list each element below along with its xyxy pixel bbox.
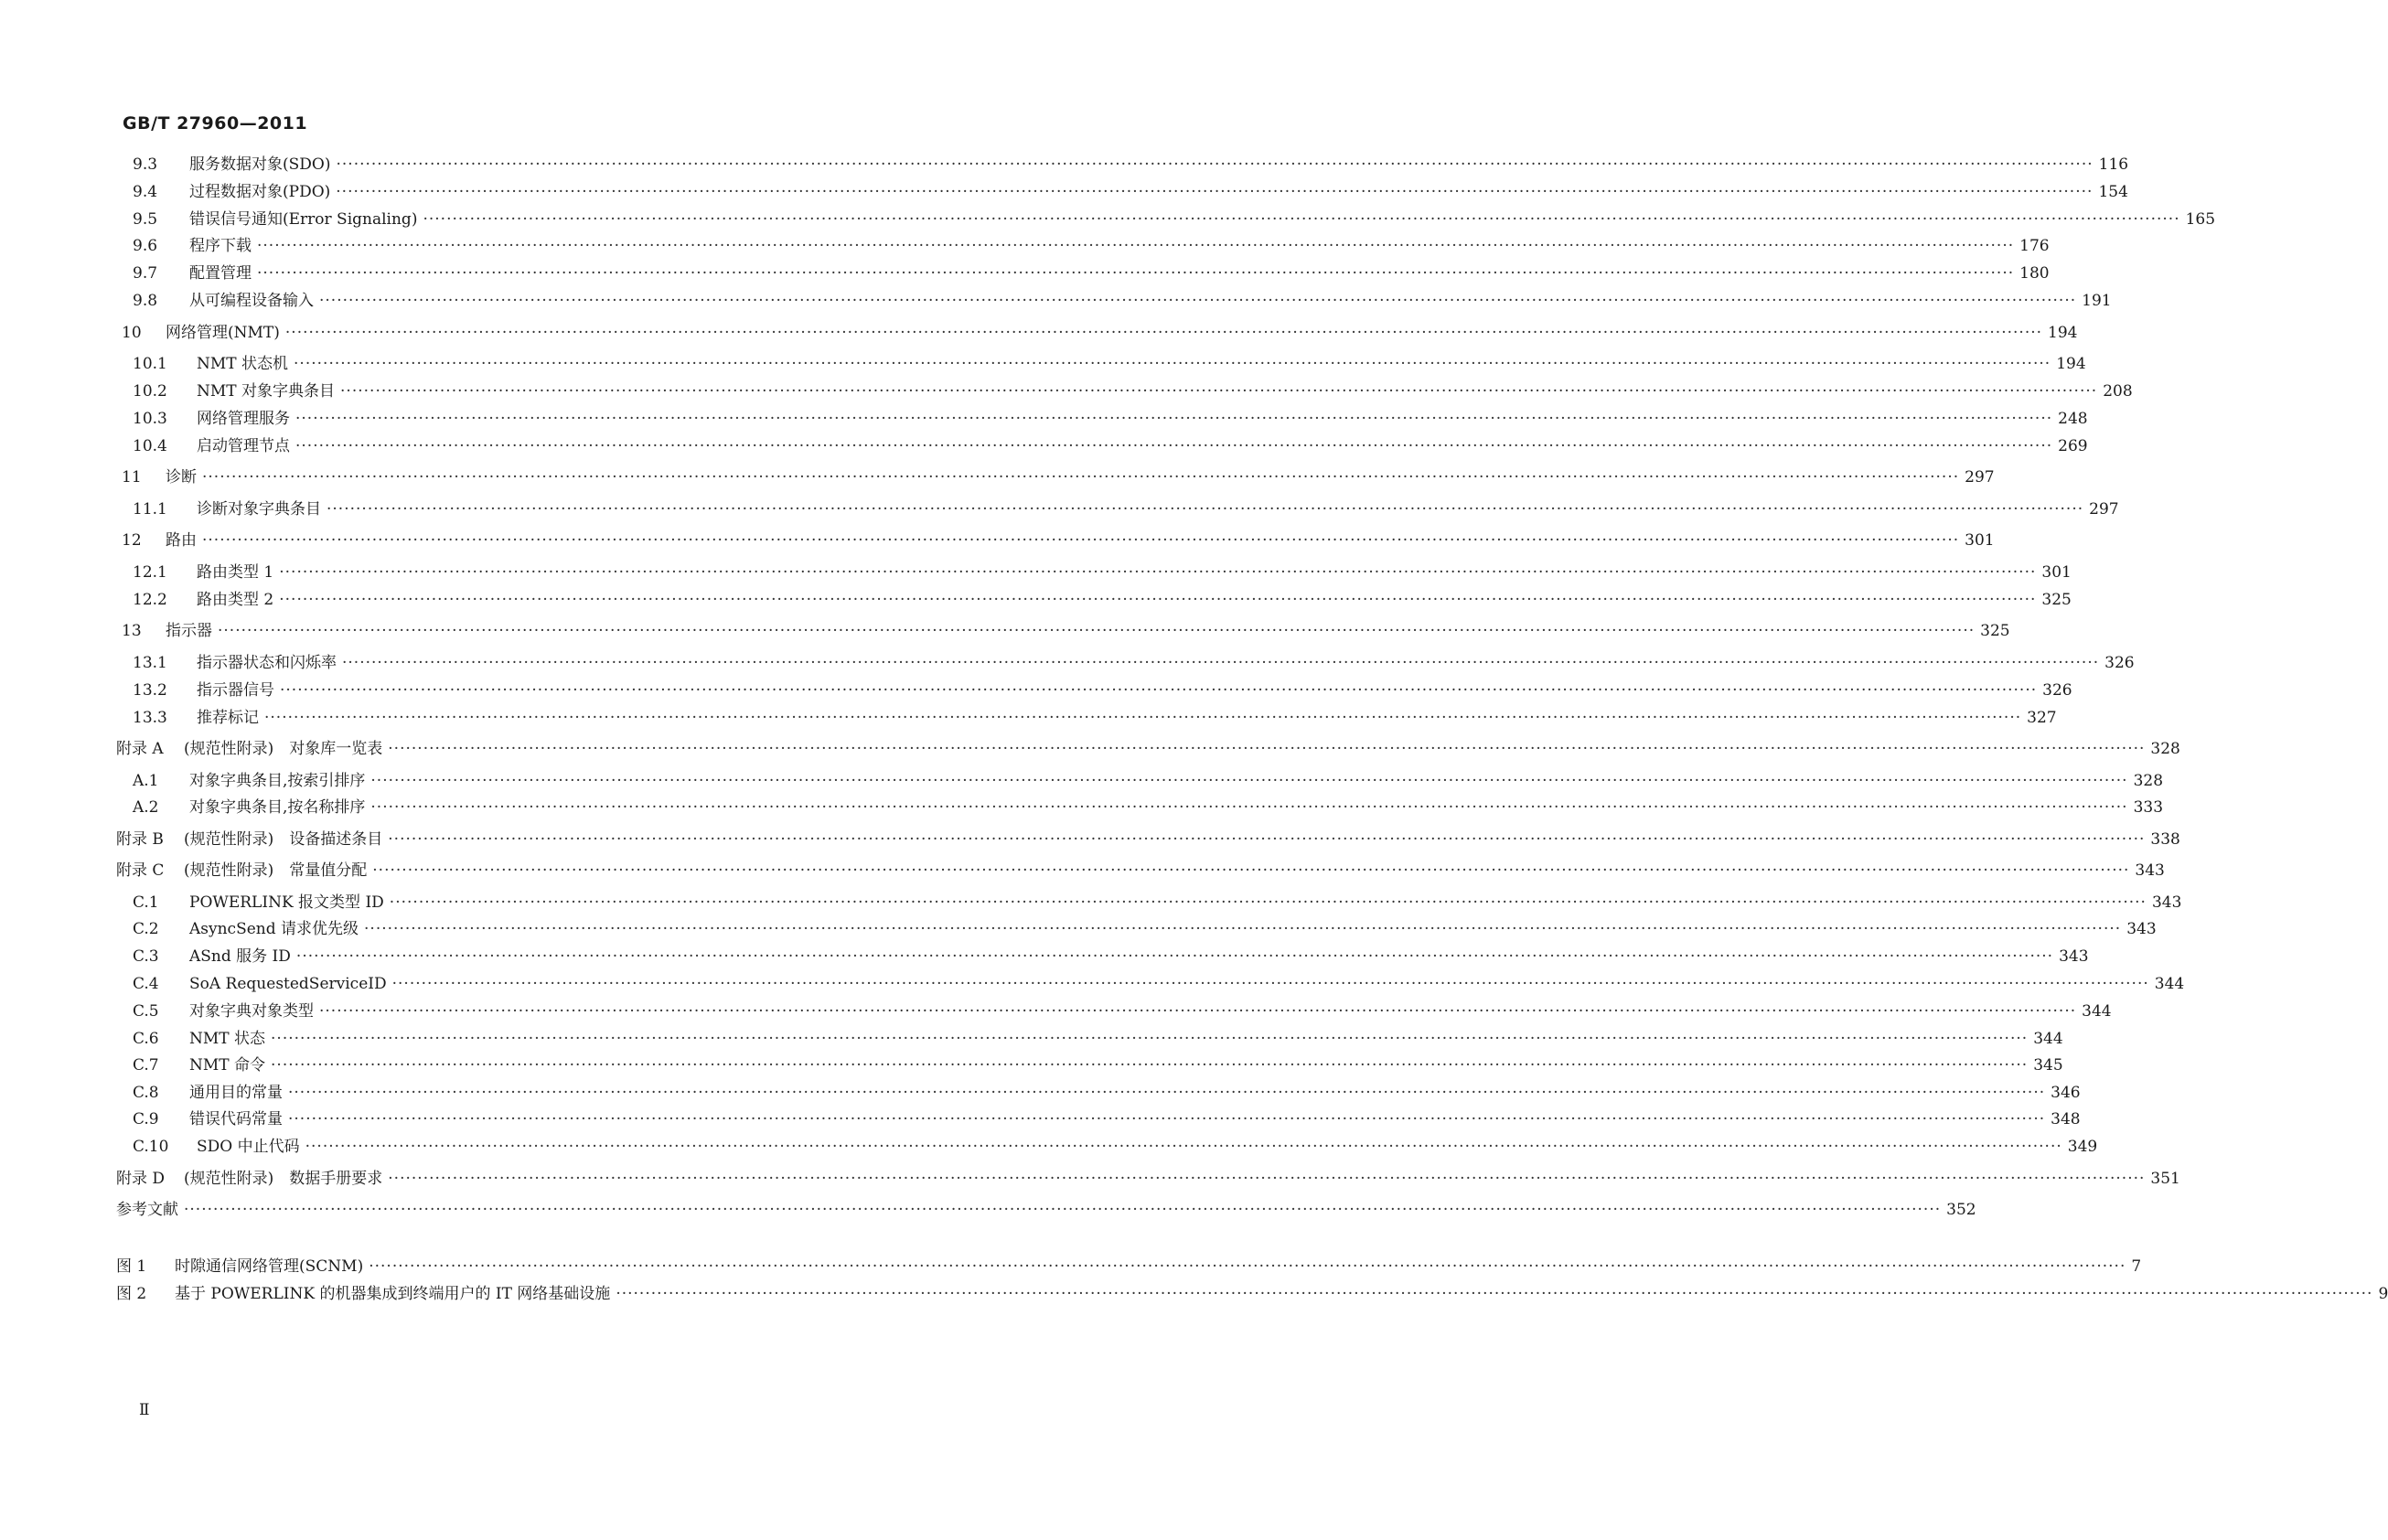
toc-entry-page: 351 [2150,1170,2180,1188]
toc-entry-label [122,529,197,552]
toc-entry-number: 10.1 [133,355,167,373]
toc-entry[interactable] [133,679,2072,702]
toc-leader-dots: ············································································································································································································································································································ [295,437,2053,455]
toc-entry-label [116,1255,363,1278]
toc-entry-title: NMT 状态 [189,1030,266,1048]
toc-leader-dots: ············································································································································································································································································································ [279,563,2037,582]
toc-entry-label [116,828,382,851]
toc-entry-number: 13.2 [133,681,167,700]
toc-entry-label [133,945,291,968]
toc-leader-dots: ············································································································································································································································································································ [257,237,2015,255]
toc-entry-title: 诊断 [166,468,197,487]
toc-entry-number: C.7 [133,1056,159,1075]
toc-entry-label [116,737,382,761]
toc-entry-number: C.9 [133,1110,159,1128]
toc-entry[interactable] [133,561,2072,584]
toc-leader-dots: ············································································································································································································································································································ [370,772,2128,790]
toc-entry-label [133,891,384,914]
toc-entry-label [133,262,252,285]
toc-leader-dots: ············································································································································································································································································································ [327,500,2084,519]
toc-entry-page: 346 [2051,1084,2081,1102]
toc-entry-page: 301 [2041,563,2072,582]
toc-entry-number: 11 [122,468,142,487]
toc-leader-dots: ············································································································································································································································································································ [280,681,2038,700]
toc-entry-label [133,769,365,793]
toc-entry-title: 时隙通信网络管理(SCNM) [175,1257,364,1276]
toc-entry-title: ASnd 服务 ID [189,947,291,966]
toc-entry-title: (规范性附录) 设备描述条目 [184,830,383,849]
toc-entry-page: 344 [2082,1002,2112,1021]
toc-entry[interactable] [116,859,2165,882]
toc-entry[interactable] [133,289,2112,313]
toc-entry-number: C.3 [133,947,159,966]
toc-entry-title: NMT 命令 [189,1056,266,1075]
toc-entry[interactable] [133,497,2119,521]
toc-entry-title: 程序下载 [189,237,252,255]
toc-leader-dots: ············································································································································································································································································································ [279,591,2037,609]
toc-entry-title: 错误信号通知(Error Signaling) [189,210,418,229]
toc-entry-number: C.10 [133,1138,169,1156]
toc-entry[interactable] [133,588,2072,612]
toc-leader-dots: ············································································································································································································································································································ [305,1138,2062,1156]
toc-entry-label [133,706,259,730]
toc-entry[interactable] [122,619,2010,643]
toc-entry-number: 图 2 [116,1285,147,1303]
toc-entry-label [133,561,273,584]
toc-entry-number: 12.2 [133,591,167,609]
toc-entry-title: SoA RequestedServiceID [189,975,387,993]
toc-entry[interactable] [133,434,2088,458]
toc-entry-label [133,208,417,231]
toc-entry[interactable] [133,706,2057,730]
toc-entry-title: 对象字典条目,按索引排序 [189,772,366,790]
toc-entry-title: 服务数据对象(SDO) [189,155,331,174]
toc-entry[interactable] [133,380,2133,403]
toc-entry-number: 附录 D [116,1170,166,1188]
toc-entry-page: 328 [2150,740,2180,758]
toc-entry-number: C.5 [133,1002,159,1021]
toc-entry-number: 附录 A [116,740,164,758]
toc-entry-number: 13.1 [133,654,167,672]
toc-leader-dots: ············································································································································································································································································································ [295,947,2054,966]
toc-entry-title: 路由类型 1 [197,563,274,582]
toc-entry-label [133,352,288,376]
toc-entry[interactable] [133,945,2089,968]
toc-entry[interactable] [133,796,2164,819]
toc-entry-page: 194 [2048,324,2078,342]
toc-entry-label [133,679,274,702]
toc-entry[interactable] [122,529,1995,552]
toc-entry-title: 过程数据对象(PDO) [189,183,331,201]
toc-entry[interactable] [133,262,2050,285]
toc-entry-label [133,1107,283,1131]
toc-leader-dots: ············································································································································································································································································································ [295,410,2053,428]
toc-entry-page: 343 [2059,947,2089,966]
toc-leader-dots: ············································································································································································································································································································ [288,1084,2046,1102]
toc-leader-dots: ············································································································································································································································································································ [264,709,2022,727]
toc-entry-title: 推荐标记 [197,709,259,727]
toc-entry-title: NMT 对象字典条目 [197,382,336,401]
toc-leader-dots: ············································································································································································································································································································ [389,893,2147,912]
toc-entry-label [133,434,290,458]
toc-entry[interactable] [133,180,2128,204]
toc-entry-title: 启动管理节点 [197,437,290,455]
toc-entry-number: 10 [122,324,142,342]
toc-leader-dots: ············································································································································································································································································································ [423,210,2180,229]
toc-entry-title: 网络管理服务 [197,410,290,428]
toc-entry-label [133,588,273,612]
toc-leader-dots: ············································································································································································································································································································ [284,324,2043,342]
toc-entry-page: 326 [2042,681,2072,700]
toc-leader-dots: ············································································································································································································································································································ [616,1285,2373,1303]
toc-leader-dots: ············································································································································································································································································································ [319,292,2077,310]
toc-entry-page: 301 [1965,531,1995,550]
toc-entry-number: A.1 [133,772,159,790]
toc-entry-title: AsyncSend 请求优先级 [189,920,359,938]
toc-entry-number: C.2 [133,920,159,938]
toc-entry-label [133,1000,314,1023]
page-number: Ⅱ [139,1401,150,1419]
toc-entry[interactable] [116,1167,2180,1191]
toc-entry[interactable] [116,737,2180,761]
toc-entry-label [133,1027,265,1051]
toc-entry-label [122,465,197,489]
toc-entry-page: 338 [2150,830,2180,849]
toc-entry[interactable] [122,321,2078,345]
toc-entry-page: 326 [2104,654,2135,672]
toc-entry-page: 154 [2098,183,2128,201]
toc-leader-dots: ············································································································································································································································································································ [202,531,1960,550]
toc-entry[interactable] [116,1282,2388,1306]
toc-entry-page: 116 [2098,155,2129,174]
toc-entry-page: 208 [2103,382,2133,401]
toc-leader-dots: ············································································································································································································································································································ [257,264,2015,283]
toc-entry-number: 9.7 [133,264,158,283]
toc-entry-title: NMT 状态机 [197,355,289,373]
toc-entry-number: 9.3 [133,155,158,174]
toc-entry-number: C.1 [133,893,159,912]
toc-entry-number: 9.6 [133,237,158,255]
toc-leader-dots: ············································································································································································································································································································ [294,355,2051,373]
toc-leader-dots: ············································································································································································································································································································ [271,1056,2029,1075]
toc-entry-title: SDO 中止代码 [197,1138,300,1156]
toc-leader-dots: ············································································································································································································································································································ [388,1170,2146,1188]
toc-leader-dots: ············································································································································································································································································································ [336,183,2094,201]
toc-entry-number: 12.1 [133,563,167,582]
toc-entry[interactable] [133,1000,2112,1023]
toc-entry-title: POWERLINK 报文类型 ID [189,893,384,912]
toc-entry-label [133,289,314,313]
toc-entry-page: 194 [2056,355,2086,373]
toc-entry-title: (规范性附录) 对象库一览表 [184,740,383,758]
toc-entry-title: 指示器信号 [197,681,274,700]
toc-entry-label [122,321,280,345]
toc-entry-page: 344 [2154,975,2185,993]
toc-entry[interactable] [133,1081,2081,1105]
toc-entry-title: 网络管理(NMT) [166,324,280,342]
toc-entry-number: 9.5 [133,210,158,229]
toc-entry-page: 327 [2027,709,2057,727]
toc-entry[interactable] [133,1027,2063,1051]
toc-entry-page: 248 [2058,410,2088,428]
toc-entry-page: 191 [2082,292,2112,310]
toc-entry-label [133,917,359,941]
toc-entry[interactable] [133,1053,2063,1077]
toc-leader-dots: ············································································································································································································································································································ [184,1201,1942,1219]
document-code: GB/T 27960—2011 [123,113,308,134]
toc-entry-title: 路由类型 2 [197,591,274,609]
toc-entry-label [133,972,387,996]
toc-entry-page: 348 [2051,1110,2081,1128]
toc-entry-label [133,497,321,521]
toc-leader-dots: ············································································································································································································································································································ [342,654,2100,672]
toc-entry[interactable] [133,651,2135,675]
toc-entry-page: 325 [2041,591,2072,609]
toc-entry-label [116,859,367,882]
toc-leader-dots: ············································································································································································································································································································ [218,622,1976,640]
toc-entry-title: 从可编程设备输入 [189,292,314,310]
toc-leader-dots: ············································································································································································································································································································ [370,798,2128,817]
toc-entry-number: 附录 C [116,861,165,880]
toc-entry[interactable] [133,972,2185,996]
toc-leader-dots: ············································································································································································································································································································ [319,1002,2077,1021]
toc-leader-dots: ············································································································································································································································································································ [202,468,1960,487]
toc-entry-title: 配置管理 [189,264,252,283]
toc-leader-dots: ············································································································································································································································································································ [391,975,2149,993]
toc-entry-number: 10.2 [133,382,167,401]
toc-entry-page: 344 [2033,1030,2063,1048]
toc-entry-label [133,234,252,258]
toc-entry-title: 参考文献 [116,1201,178,1219]
toc-entry-page: 343 [2126,920,2157,938]
toc-entry[interactable] [133,407,2088,431]
toc-entry-number: 9.8 [133,292,158,310]
toc-leader-dots: ············································································································································································································································································································ [388,830,2146,849]
toc-leader-dots: ············································································································································································································································································································ [336,155,2094,174]
toc-entry-label [133,407,290,431]
toc-entry[interactable] [116,828,2180,851]
toc-entry-number: 13.3 [133,709,167,727]
toc-entry[interactable] [133,352,2086,376]
toc-entry[interactable] [133,917,2157,941]
toc-entry-number: 10.3 [133,410,167,428]
toc-entry-label [133,1135,300,1159]
toc-entry-page: 7 [2131,1257,2142,1276]
toc-entry-page: 269 [2058,437,2088,455]
toc-entry-page: 343 [2151,893,2182,912]
toc-entry-number: 13 [122,622,142,640]
toc-entry-title: 通用目的常量 [189,1084,283,1102]
toc-entry-title: 指示器 [166,622,212,640]
toc-entry-label [133,180,330,204]
toc-entry[interactable] [116,1255,2142,1278]
toc-entry[interactable] [133,1135,2098,1159]
toc-leader-dots: ············································································································································································································································································································ [372,861,2130,880]
toc-entry-page: 180 [2019,264,2050,283]
toc-entry[interactable] [122,465,1995,489]
toc-entry-number: C.6 [133,1030,159,1048]
toc-entry-title: (规范性附录) 数据手册要求 [184,1170,383,1188]
toc-entry-number: A.2 [133,798,159,817]
toc-entry-page: 165 [2185,210,2216,229]
toc-entry[interactable] [133,234,2050,258]
toc-entry-page: 333 [2133,798,2164,817]
toc-entry-label [133,1053,265,1077]
toc-entry-title: 指示器状态和闪烁率 [197,654,337,672]
toc-leader-dots: ············································································································································································································································································································ [288,1110,2046,1128]
toc-entry-number: 9.4 [133,183,158,201]
toc-entry-page: 349 [2067,1138,2098,1156]
toc-entry[interactable] [116,1198,1976,1222]
toc-entry-title: 诊断对象字典条目 [197,500,321,519]
toc-entry-title: 路由 [166,531,197,550]
toc-entry-page: 328 [2133,772,2164,790]
toc-entry-page: 297 [1965,468,1995,487]
toc-entry-title: 对象字典条目,按名称排序 [189,798,366,817]
toc-entry-label [116,1167,382,1191]
toc-leader-dots: ············································································································································································································································································································ [340,382,2098,401]
toc-entry-label [133,380,335,403]
toc-entry[interactable] [133,208,2216,231]
toc-entry[interactable] [133,891,2182,914]
toc-entry-page: 345 [2033,1056,2063,1075]
toc-entry-number: 附录 B [116,830,164,849]
toc-entry-label [133,651,337,675]
toc-entry-page: 176 [2019,237,2050,255]
toc-entry-number: 11.1 [133,500,167,519]
toc-entry-page: 325 [1980,622,2010,640]
toc-entry-label [133,796,365,819]
toc-entry-label [122,619,212,643]
toc-entry-number: C.8 [133,1084,159,1102]
toc-entry-title: 基于 POWERLINK 的机器集成到终端用户的 IT 网络基础设施 [175,1285,611,1303]
toc-entry-page: 297 [2089,500,2119,519]
toc-leader-dots: ············································································································································································································································································································ [369,1257,2126,1276]
toc-entry-number: C.4 [133,975,159,993]
toc-entry[interactable] [133,1107,2081,1131]
toc-entry-number: 10.4 [133,437,167,455]
toc-entry-title: 错误代码常量 [189,1110,283,1128]
toc-entry-page: 343 [2135,861,2165,880]
toc-entry-page: 9 [2378,1285,2388,1303]
toc-leader-dots: ············································································································································································································································································································ [271,1030,2029,1048]
toc-entry-label [133,153,330,176]
toc-entry-title: 对象字典对象类型 [189,1002,314,1021]
toc-entry-number: 12 [122,531,142,550]
toc-entry-label [133,1081,283,1105]
toc-entry-label [116,1282,610,1306]
toc-entry-title: (规范性附录) 常量值分配 [184,861,368,880]
toc-entry-page: 352 [1946,1201,1976,1219]
toc-leader-dots: ············································································································································································································································································································ [388,740,2146,758]
toc-entry[interactable] [133,153,2129,176]
toc-entry-number: 图 1 [116,1257,147,1276]
toc-leader-dots: ············································································································································································································································································································ [364,920,2122,938]
toc-entry[interactable] [133,769,2164,793]
toc-entry-label [116,1198,178,1222]
